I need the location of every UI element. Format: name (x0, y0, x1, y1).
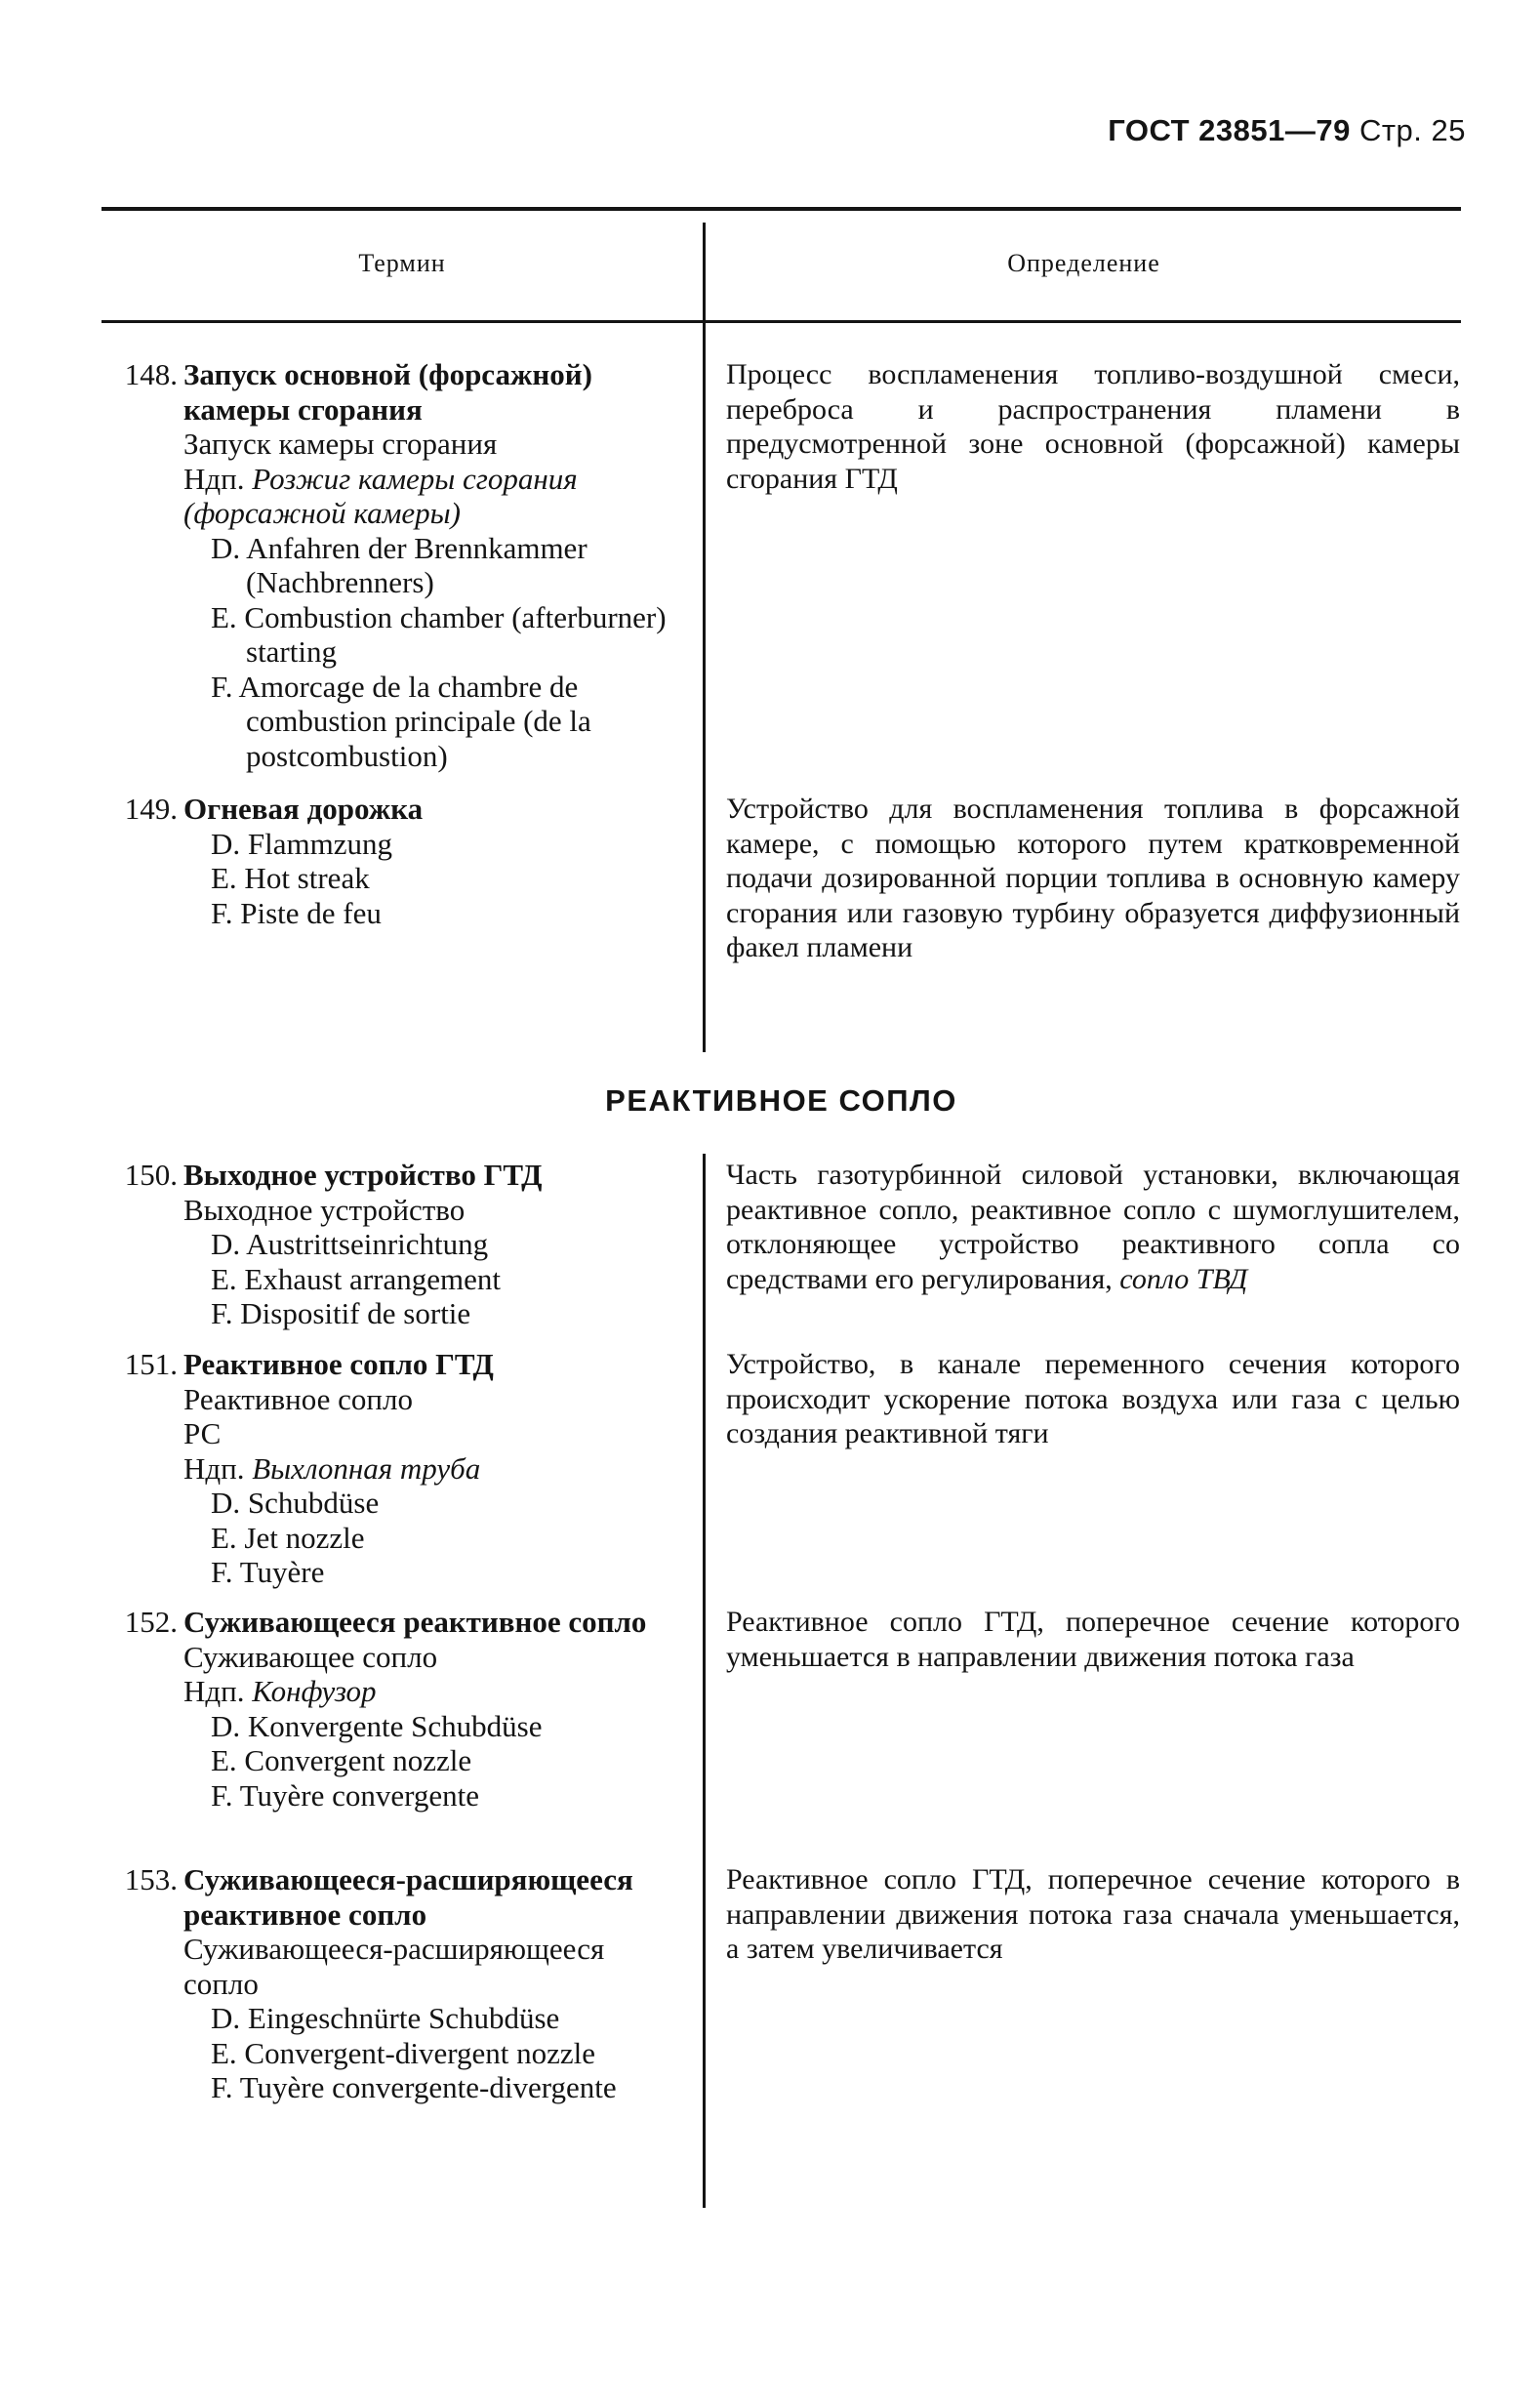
page-header (1108, 113, 1466, 148)
definition-150 (726, 1158, 1460, 1296)
definition-153: Реактивное сопло ГТД, поперечное сечение которого в направлении движения потока газа сначала уменьшается, а затем увеличивается (726, 1863, 1460, 1965)
ndp-label: Ндп. (183, 1674, 245, 1708)
term-entry-148 (98, 357, 673, 773)
column-header-term: Термин (358, 249, 446, 277)
definition-149: Устройство для воспламенения топлива в форсажной камере, с помощью которого путем кратковременной подачи дозированной порции топлива в основную камеру сгорания или газовую турбину образуется диффузионный факел пламени (726, 793, 1460, 963)
term-not-allowed (183, 462, 673, 531)
term-synonym: Суживающее сопло (183, 1639, 438, 1674)
definition-text: Часть газотурбинной силовой установки, включающая реактивное сопло, реактивное сопло с шумоглушителем, отклоняющее устройство реактивного сопла со средствами его регулирования, (726, 1159, 1460, 1295)
term-en: E. Hot streak (211, 861, 370, 895)
term-en: E. Exhaust arrangement (211, 1261, 501, 1296)
column-header-definition: Определение (1007, 249, 1160, 277)
ndp-value: Выхлопная труба (252, 1450, 481, 1486)
column-divider (703, 1154, 706, 2208)
ndp-label: Ндп. (183, 461, 245, 496)
top-rule (101, 207, 1461, 211)
term-entry-152 (98, 1605, 673, 1813)
term-title: Запуск основной (форсажной) камеры сгорания (183, 357, 592, 427)
standard-number: ГОСТ 23851—79 (1108, 113, 1351, 147)
term-number: 152. (124, 1605, 178, 1639)
term-number: 153. (124, 1862, 178, 1896)
term-synonym: Выходное устройство (183, 1192, 466, 1227)
definition-152: Реактивное сопло ГТД, поперечное сечение которого уменьшается в направлении движения потока газа (726, 1606, 1460, 1673)
term-de: D. Schubdüse (211, 1486, 380, 1520)
column-divider (703, 223, 706, 1052)
term-title: Огневая дорожка (183, 792, 424, 826)
term-number: 150. (124, 1158, 178, 1192)
term-synonym: Реактивное сопло (183, 1381, 413, 1416)
term-entry-149 (98, 792, 673, 930)
term-fr: F. Amorcage de la chambre de combustion principale (de la postcombustion) (211, 669, 591, 773)
term-de: D. Eingeschnürte Schubdüse (211, 2001, 560, 2035)
term-fr: F. Dispositif de sortie (211, 1296, 471, 1330)
term-abbreviation: РС (183, 1416, 222, 1450)
term-synonym: Запуск камеры сгорания (183, 427, 498, 461)
term-title: Суживающееся-расширяющееся реактивное сопло (183, 1862, 633, 1932)
term-number: 148. (124, 357, 178, 391)
ndp-value: Конфузор (252, 1674, 377, 1708)
term-synonym: Суживающееся-расширяющееся сопло (183, 1932, 605, 2001)
page-number: Стр. 25 (1358, 113, 1466, 147)
header-rule (101, 320, 1461, 323)
term-de: D. Flammzung (211, 826, 392, 861)
ndp-label: Ндп. (183, 1450, 245, 1486)
term-fr: F. Tuyère convergente (211, 1777, 480, 1813)
term-de: D. Konvergente Schubdüse (211, 1708, 543, 1743)
term-number: 151. (124, 1347, 178, 1381)
term-title: Суживающееся реактивное сопло (183, 1605, 647, 1639)
definition-148: Процесс воспламенения топливо-воздушной смеси, переброса и распространения пламени в предусмотренной зоне основной (форсажной) камеры сгорания ГТД (726, 358, 1460, 495)
term-en: E. Convergent-divergent nozzle (211, 2035, 595, 2070)
term-en: E. Combustion chamber (afterburner) starting (211, 599, 667, 669)
definition-151: Устройство, в канале переменного сечения которого происходит ускорение потока воздуха или газа с целью создания реактивной тяги (726, 1348, 1460, 1449)
term-entry-153 (98, 1862, 673, 2105)
ndp-value: Розжиг камеры сгорания (форсажной камеры) (183, 461, 578, 530)
term-de: D. Anfahren der Brennkammer (Nachbrenners) (211, 530, 588, 599)
term-en: E. Jet nozzle (211, 1520, 365, 1555)
term-en: E. Convergent nozzle (211, 1743, 472, 1777)
term-number: 149. (124, 792, 178, 826)
term-fr: F. Tuyère convergente-divergente (211, 2070, 617, 2104)
term-de: D. Austrittseinrichtung (211, 1227, 489, 1261)
term-fr: F. Tuyère (211, 1555, 325, 1589)
section-title: РЕАКТИВНОЕ СОПЛО (605, 1083, 957, 1118)
term-title: Реактивное сопло ГТД (183, 1347, 494, 1381)
term-entry-150 (98, 1158, 673, 1331)
term-fr: F. Piste de feu (211, 895, 382, 930)
term-title: Выходное устройство ГТД (183, 1158, 543, 1192)
definition-emphasis: сопло ТВД (1119, 1262, 1248, 1295)
term-entry-151 (98, 1347, 673, 1590)
term-not-allowed (183, 1451, 673, 1487)
term-not-allowed (183, 1674, 673, 1709)
